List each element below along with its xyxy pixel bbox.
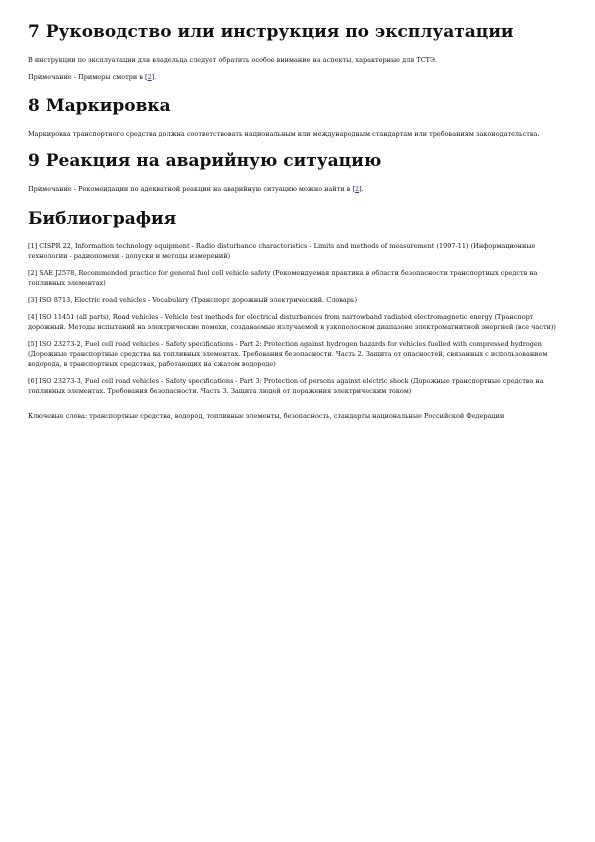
note-suffix: ]. [359, 185, 364, 193]
keywords-line: Ключевые слова: транспортные средства, водород, топливные элементы, безопасность, стандарты национальные Российской Федерации [28, 412, 505, 420]
section-7-body: В инструкции по эксплуатации для владельца следует обратить особое внимание на аспекты, характерные для ТСТЭ. [28, 56, 438, 64]
section-9-note [28, 184, 565, 194]
note-prefix: Примечание - Рекомендации по адекватной реакции на аварийную ситуацию можно найти в [ [28, 185, 355, 193]
note-prefix: Примечание - Примеры смотри в [ [28, 73, 148, 81]
reference-link-2[interactable]: 2 [147, 73, 152, 81]
bibliography-item: [3] ISO 8713, Electric road vehicles - Vocabulary (Транспорт дорожный электрический. Словарь) [28, 296, 358, 304]
bibliography-item: [1] CISPR 22, Information technology equipment - Radio disturbance characteristics - Limits and methods of measurement (1997-11) (Информационные технологии - радиопомехи - допуски и методы измерений) [28, 242, 536, 260]
bibliography-item: [2] SAE J2578, Recommended practice for general fuel cell vehicle safety (Рекомендуемая практика в области безопасности транспортных средств на топливных элементах) [28, 269, 538, 287]
note-suffix: ]. [151, 73, 157, 81]
bibliography-item: [6] ISO 23273-3, Fuel cell road vehicles - Safety specifications - Part 3: Protection of persons against electric shock (Дорожные транспортные средства на топливных элементах. Требования безопасности. Часть 3. Защита людей от поражения электрическим током) [28, 377, 544, 395]
section-8-heading: 8 Маркировка [28, 96, 171, 116]
section-9-heading: 9 Реакция на аварийную ситуацию [28, 151, 382, 171]
reference-link-2[interactable]: 2 [354, 185, 360, 193]
bibliography-item: [5] ISO 23273-2, Fuel cell road vehicles - Safety specifications - Part 2: Protection against hydrogen hazards for vehicles fuelled with compressed hydrogen (Дорожные транспортные средства на топливных элементах. Требования безопасности. Часть 2. Защита от опасностей, связанных с использованием водорода, в транспортных средствах, работающих на сжатом водороде) [28, 340, 548, 368]
section-7-heading: 7 Руководство или инструкция по эксплуатации [28, 22, 514, 42]
bibliography-heading: Библиография [28, 209, 177, 229]
bibliography-item: [4] ISO 11451 (all parts), Road vehicles - Vehicle test methods for electrical disturbances from narrowband radiated electromagnetic energy (Транспорт дорожный. Методы испытаний на электрические помехи, создаваемые излучаемой в узкополосном диапазоне электромагнитной энергией (все части)) [28, 313, 556, 331]
section-7-note [28, 72, 565, 82]
section-8-body: Маркировка транспортного средства должна соответствовать национальным или международным стандартам или требованиям законодательства. [28, 130, 540, 138]
